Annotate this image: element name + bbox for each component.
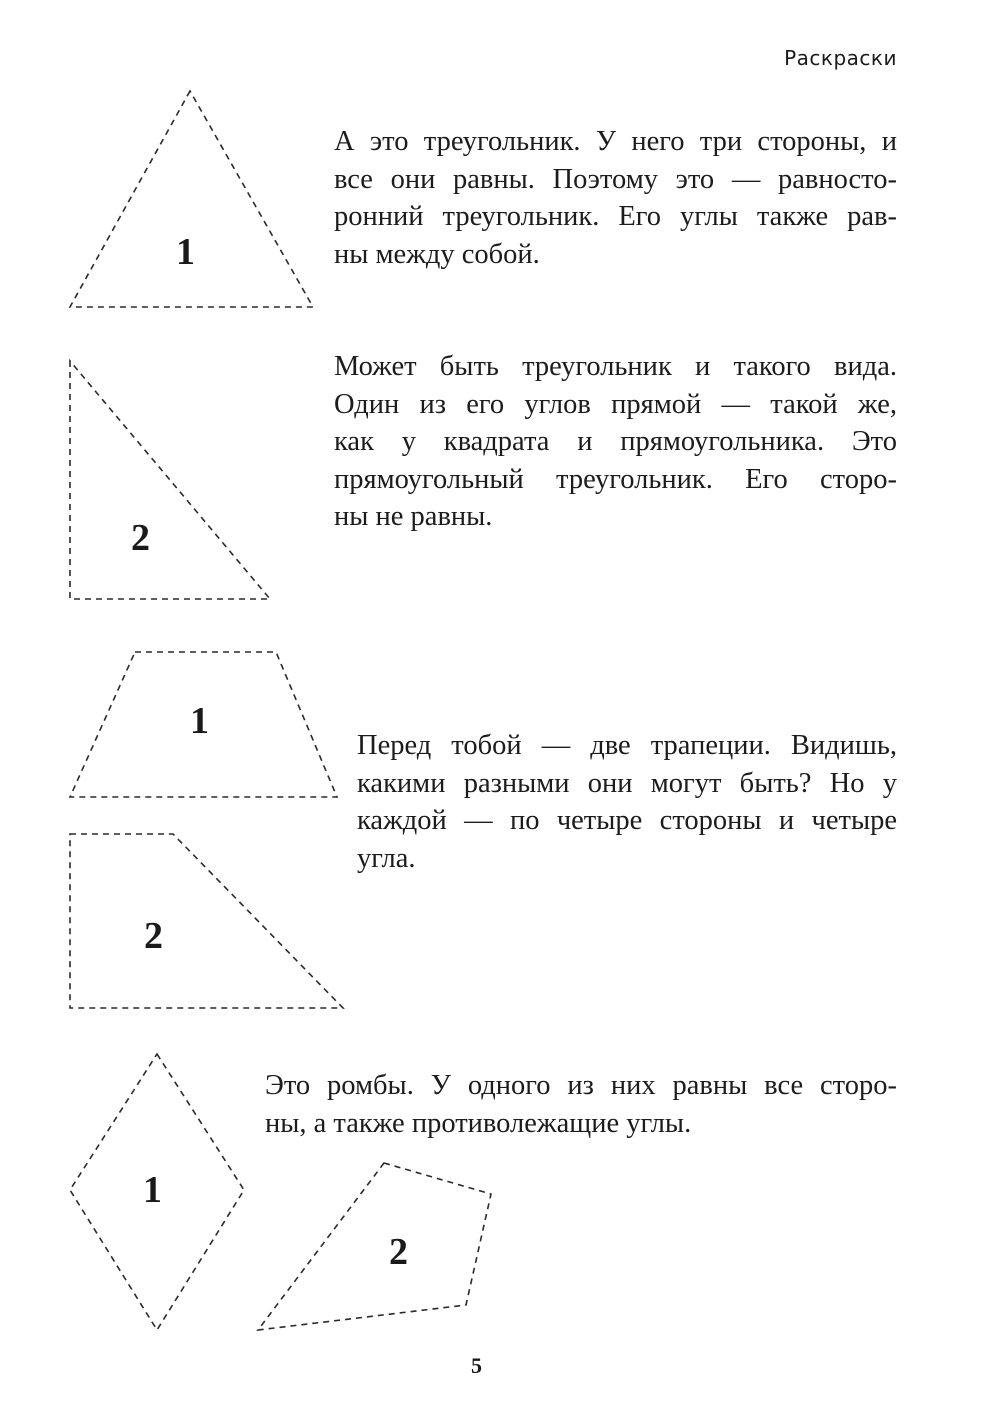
paragraph-trapezoids xyxy=(357,727,897,877)
text-line: угла. xyxy=(357,842,416,874)
text-line: ны, а также противолежащие углы. xyxy=(265,1107,692,1139)
text-line: как у квадрата и прямоугольника. Это xyxy=(334,426,897,457)
right-triangle-shape xyxy=(70,361,270,599)
equilateral-triangle-shape xyxy=(70,91,313,307)
text-line: Перед тобой — две трапеции. Видишь, xyxy=(357,730,897,761)
shape-label-right-triangle: 2 xyxy=(131,517,150,559)
paragraph-equilateral-triangle xyxy=(334,123,897,273)
paragraph-rhombuses xyxy=(265,1067,897,1142)
page-number: 5 xyxy=(471,1353,482,1378)
text-line: ны не равны. xyxy=(334,501,493,532)
text-line: ны между собой. xyxy=(334,238,540,270)
text-line: ронний треугольник. Его углы также рав- xyxy=(334,201,897,232)
text-line: все они равны. Поэтому это — равносто- xyxy=(334,163,897,195)
shape-label-trapezoid-1: 1 xyxy=(190,700,209,742)
trapezoid-2-shape xyxy=(70,834,343,1008)
text-line: Может быть треугольник и такого вида. xyxy=(334,351,897,382)
shape-label-rhombus: 1 xyxy=(143,1169,162,1211)
paragraph-right-triangle xyxy=(334,348,897,536)
text-line: Это ромбы. У одного из них равны все сторо- xyxy=(265,1070,897,1101)
text-line: каждой — по четыре стороны и четыре xyxy=(357,805,897,836)
text-line: Один из его углов прямой — такой же, xyxy=(334,388,897,420)
shape-label-triangle: 1 xyxy=(176,231,195,273)
quadrilateral-shape xyxy=(258,1163,491,1330)
text-line: А это треугольник. У него три стороны, и xyxy=(334,126,897,157)
shape-label-quadrilateral: 2 xyxy=(389,1231,408,1273)
shape-label-trapezoid-2: 2 xyxy=(144,915,163,957)
text-line: какими разными они могут быть? Но у xyxy=(357,767,897,799)
section-header: Раскраски xyxy=(784,46,897,70)
text-line: прямоугольный треугольник. Его сторо- xyxy=(334,463,897,495)
